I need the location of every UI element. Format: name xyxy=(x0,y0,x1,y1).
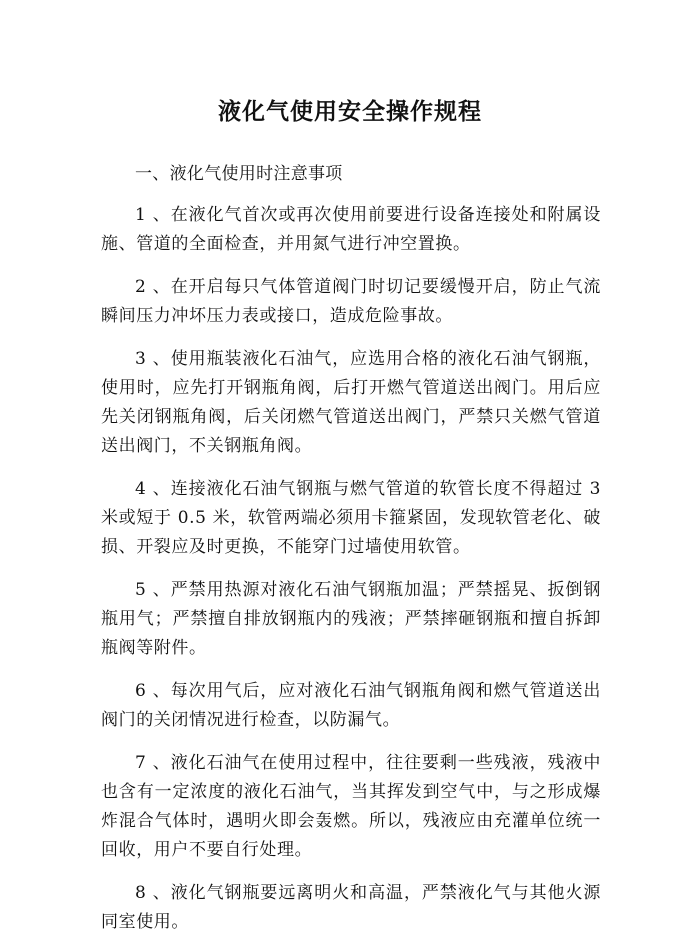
paragraph-8: 8 、液化气钢瓶要远离明火和高温，严禁液化气与其他火源同室使用。 xyxy=(101,883,601,932)
document-title: 液化气使用安全操作规程 xyxy=(218,98,482,125)
paragraph-6: 6 、每次用气后，应对液化石油气钢瓶角阀和燃气管道送出阀门的关闭情况进行检查，以防漏气。 xyxy=(101,681,601,730)
paragraph-4: 4 、连接液化石油气钢瓶与燃气管道的软管长度不得超过 3 米或短于 0.5 米，软管两端必须用卡箍紧固，发现软管老化、破损、开裂应及时更换，不能穿门过墙使用软管。 xyxy=(101,479,601,557)
section-heading: 一、液化气使用时注意事项 xyxy=(135,164,343,184)
paragraph-7: 7 、液化石油气在使用过程中，往往要剩一些残液，残液中也含有一定浓度的液化石油气，当其挥发到空气中，与之形成爆炸混合气体时，遇明火即会轰燃。所以，残液应由充灌单位统一回收，用户不要自行处理。 xyxy=(101,753,601,860)
paragraph-2: 2 、在开启每只气体管道阀门时切记要缓慢开启，防止气流瞬间压力冲坏压力表或接口，造成危险事故。 xyxy=(101,277,601,326)
document-body xyxy=(101,160,601,951)
paragraph-1: 1 、在液化气首次或再次使用前要进行设备连接处和附属设施、管道的全面检查，并用氮气进行冲空置换。 xyxy=(101,205,601,254)
paragraph-3: 3 、使用瓶装液化石油气，应选用合格的液化石油气钢瓶，使用时，应先打开钢瓶角阀，后打开燃气管道送出阀门。用后应先关闭钢瓶角阀，后关闭燃气管道送出阀门，严禁只关燃气管道送出阀门，不关钢瓶角阀。 xyxy=(101,349,601,456)
paragraph-5: 5 、严禁用热源对液化石油气钢瓶加温；严禁摇晃、扳倒钢瓶用气；严禁擅自排放钢瓶内的残液；严禁摔砸钢瓶和擅自拆卸瓶阀等附件。 xyxy=(101,580,601,658)
